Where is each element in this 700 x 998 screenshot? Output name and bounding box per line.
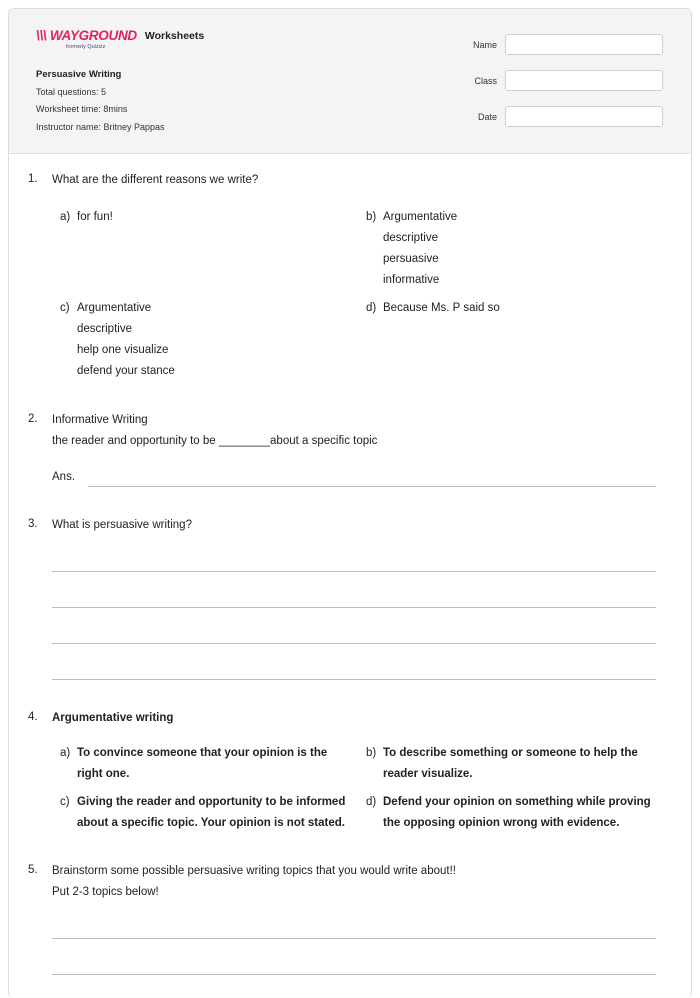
option-line: descriptive — [77, 323, 132, 335]
option-letter: b) — [366, 211, 377, 223]
instructor-name: Instructor name: Britney Pappas — [36, 121, 165, 132]
date-field-row — [473, 106, 663, 127]
option-line: Because Ms. P said so — [383, 302, 500, 314]
option-text — [77, 298, 175, 382]
option-line: reader visualize. — [383, 768, 473, 780]
question-text: What is persuasive writing? — [52, 519, 192, 531]
question-text — [52, 410, 377, 452]
option-letter: b) — [366, 747, 377, 759]
question-number: 2. — [28, 413, 38, 425]
answer-line[interactable] — [88, 486, 656, 487]
question-number: 3. — [28, 518, 38, 530]
answer-line[interactable] — [52, 679, 656, 680]
logo-text: WAYGROUND — [49, 28, 137, 43]
option-line: Defend your opinion on something while proving — [383, 796, 651, 808]
option-letter: c) — [60, 796, 70, 808]
answer-line[interactable] — [52, 607, 656, 608]
option-line: To describe something or someone to help the — [383, 747, 638, 759]
question-text: What are the different reasons we write? — [52, 174, 259, 186]
option-letter: a) — [60, 211, 71, 223]
option-text — [77, 743, 327, 785]
option-text — [383, 743, 638, 785]
option-line: Argumentative — [383, 211, 458, 223]
option-line: help one visualize — [77, 344, 169, 356]
logo-subtitle: formerly Quizizz — [66, 44, 106, 50]
answer-label: Ans. — [52, 471, 76, 483]
worksheet-time: Worksheet time: 8mins — [36, 104, 128, 114]
name-field[interactable] — [505, 34, 663, 55]
option-line: about a specific topic. Your opinion is not stated. — [77, 817, 345, 829]
option-line: descriptive — [383, 232, 438, 244]
class-label: Class — [474, 75, 497, 86]
question-line: Brainstorm some possible persuasive writing topics that you would write about!! — [52, 865, 456, 877]
question-number: 4. — [28, 711, 38, 723]
option-letter: d) — [366, 796, 377, 808]
option-letter: a) — [60, 747, 71, 759]
wayground-logo — [36, 29, 137, 43]
option-line: defend your stance — [77, 365, 175, 377]
option-line: Giving the reader and opportunity to be informed — [77, 796, 346, 808]
answer-line[interactable] — [52, 974, 656, 975]
class-field[interactable] — [505, 70, 663, 91]
date-label: Date — [477, 111, 497, 122]
question-text: Argumentative writing — [52, 712, 174, 724]
option-line: the opposing opinion wrong with evidence. — [383, 817, 620, 829]
worksheet-header — [9, 9, 691, 154]
option-text — [77, 792, 345, 834]
name-label: Name — [472, 39, 497, 50]
option-line: Argumentative — [77, 302, 152, 314]
date-field[interactable] — [505, 106, 663, 127]
class-field-row — [473, 70, 663, 91]
question-line: Put 2-3 topics below! — [52, 886, 159, 898]
option-line: persuasive — [383, 253, 439, 265]
question-line: Informative Writing — [52, 414, 148, 426]
question-number: 5. — [28, 864, 38, 876]
brand-logo — [36, 28, 205, 50]
option-text — [383, 207, 457, 291]
option-line: right one. — [77, 768, 130, 780]
option-text — [77, 207, 113, 228]
logo-mark-icon: \\\ — [36, 28, 50, 43]
option-text — [383, 298, 500, 319]
app-title: Worksheets — [144, 30, 205, 42]
worksheet-page — [8, 8, 692, 998]
question-text — [52, 861, 456, 903]
worksheet-info — [36, 66, 165, 136]
question-number: 1. — [28, 173, 38, 185]
option-letter: c) — [60, 302, 70, 314]
answer-line[interactable] — [52, 938, 656, 939]
option-text — [383, 792, 651, 834]
student-fields — [473, 34, 663, 142]
option-line: for fun! — [77, 211, 113, 223]
option-line: informative — [383, 274, 440, 286]
option-letter: d) — [366, 302, 377, 314]
question-line: the reader and opportunity to be ________about a specific topic — [52, 435, 378, 447]
worksheet-title: Persuasive Writing — [36, 69, 122, 80]
option-line: To convince someone that your opinion is the — [77, 747, 328, 759]
name-field-row — [473, 34, 663, 55]
total-questions: Total questions: 5 — [36, 86, 107, 97]
answer-line[interactable] — [52, 643, 656, 644]
answer-line[interactable] — [52, 571, 656, 572]
